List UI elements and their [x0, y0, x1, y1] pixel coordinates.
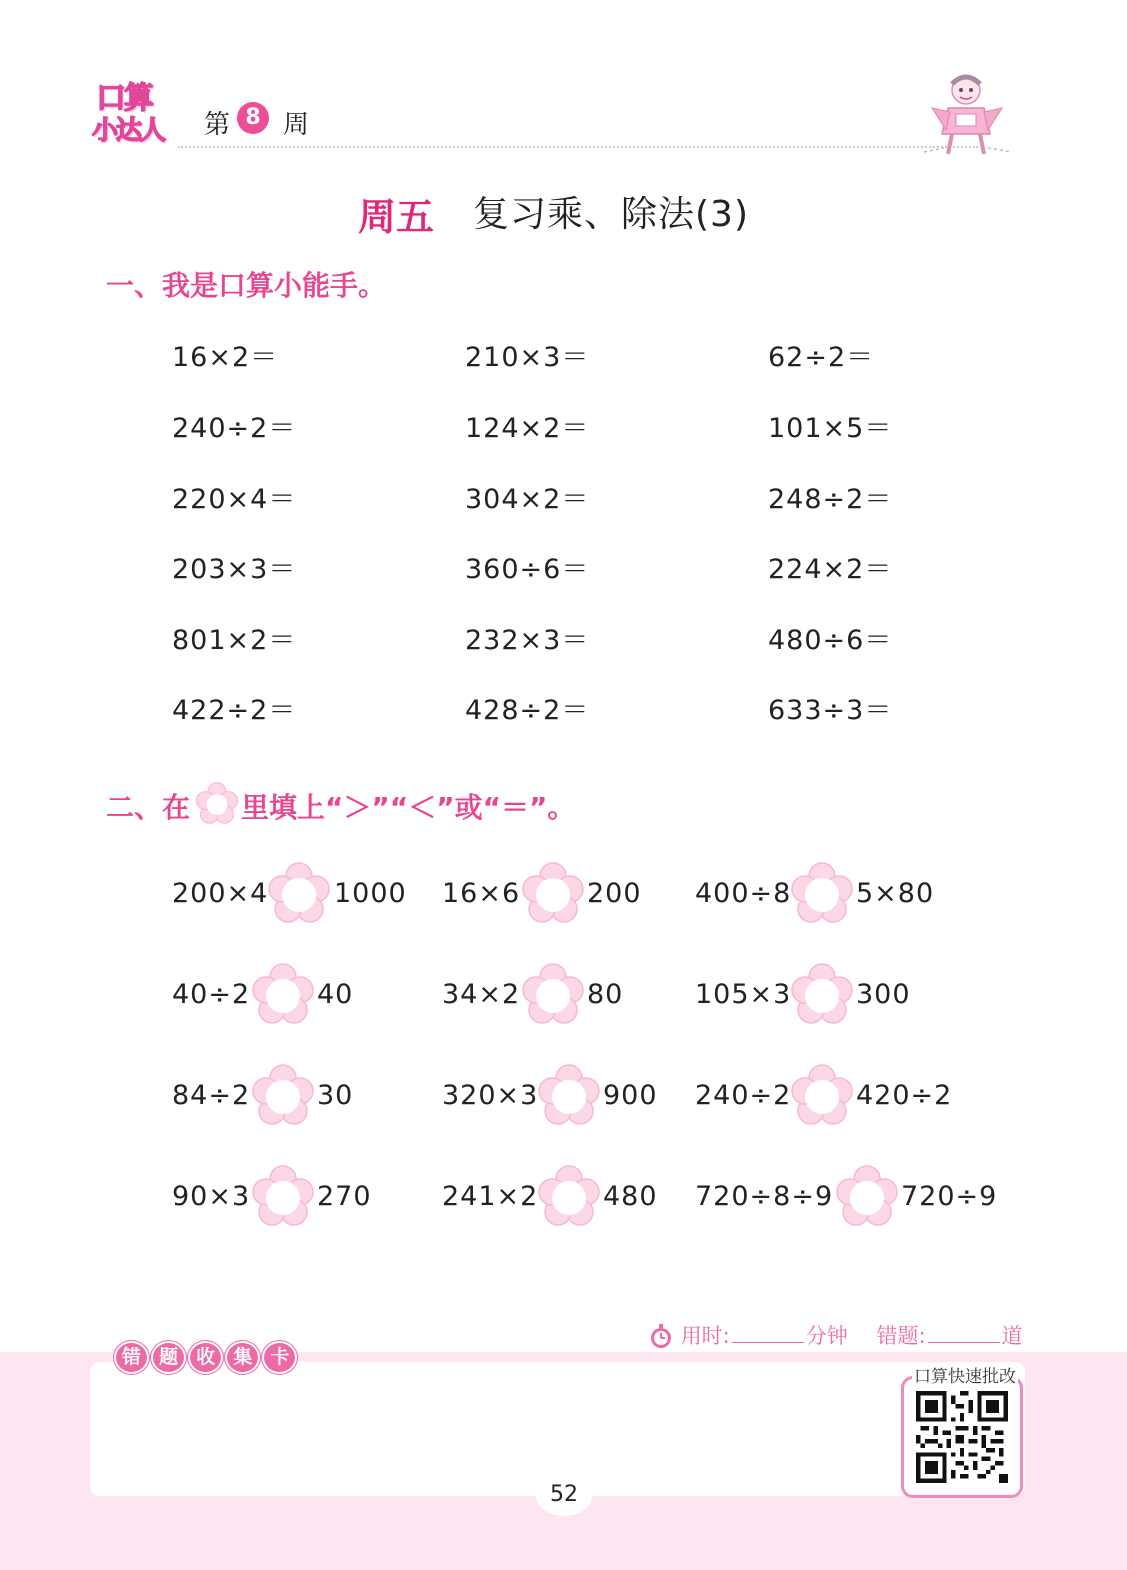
tag-char: 卡 [262, 1341, 297, 1374]
stopwatch-icon [648, 1323, 674, 1349]
qr-code-frame[interactable] [901, 1376, 1023, 1498]
logo-line1: 口算 [96, 81, 152, 116]
mascot-illustration [918, 68, 1018, 162]
week-prefix: 第 [204, 110, 231, 140]
flower-answer-slot[interactable] [790, 862, 854, 926]
flower-answer-slot[interactable] [537, 1165, 601, 1229]
error-card-tag [114, 1341, 294, 1371]
compare-right: 1000 [334, 878, 407, 909]
time-unit: 分钟 [805, 1324, 848, 1348]
flower-answer-slot[interactable] [790, 963, 854, 1027]
compare-right: 30 [317, 1080, 354, 1111]
tag-char: 题 [151, 1341, 186, 1374]
compare-right: 720÷9 [901, 1181, 998, 1212]
title-topic: 复习乘、除法(3) [473, 194, 749, 235]
compare-right: 40 [317, 979, 354, 1010]
page-number: 52 [550, 1482, 578, 1507]
compare-left: 16×6 [442, 878, 521, 909]
compare-left: 90×3 [172, 1181, 251, 1212]
flower-answer-slot[interactable] [537, 1064, 601, 1128]
flower-answer-slot[interactable] [521, 963, 585, 1027]
flower-answer-slot[interactable] [267, 862, 331, 926]
calc-problem: 801×2＝ [172, 625, 297, 656]
flower-answer-slot[interactable] [521, 862, 585, 926]
calc-problem: 62÷2＝ [768, 342, 875, 373]
calc-problem: 224×2＝ [768, 554, 893, 585]
time-blank[interactable] [732, 1324, 804, 1343]
compare-left: 40÷2 [172, 979, 251, 1010]
flower-icon [195, 782, 239, 826]
flower-answer-slot[interactable] [251, 963, 315, 1027]
qr-code-icon [916, 1391, 1008, 1483]
compare-right: 5×80 [856, 878, 935, 909]
calc-problem: 240÷2＝ [172, 413, 297, 444]
errors-label: 错题: [876, 1324, 926, 1348]
calc-problem: 304×2＝ [465, 484, 590, 515]
compare-left: 320×3 [442, 1080, 539, 1111]
header-divider [178, 146, 978, 148]
calc-problem: 360÷6＝ [465, 554, 590, 585]
calc-problem: 232×3＝ [465, 625, 590, 656]
compare-right: 300 [856, 979, 911, 1010]
flower-answer-slot[interactable] [251, 1165, 315, 1229]
errors-unit: 道 [1001, 1324, 1023, 1348]
compare-left: 84÷2 [172, 1080, 251, 1111]
compare-right: 420÷2 [856, 1080, 953, 1111]
calc-problem: 633÷3＝ [768, 695, 893, 726]
flower-answer-slot[interactable] [790, 1064, 854, 1128]
calc-problem: 16×2＝ [172, 342, 279, 373]
compare-left: 241×2 [442, 1181, 539, 1212]
footer-stats [648, 1320, 1023, 1350]
compare-left: 400÷8 [695, 878, 792, 909]
section2-heading-after: 里填上“＞”“＜”或“＝”。 [241, 791, 576, 824]
qr-label: 口算快速批改 [912, 1362, 1018, 1387]
calc-problem: 101×5＝ [768, 413, 893, 444]
tag-char: 集 [225, 1341, 260, 1374]
calc-problem: 220×4＝ [172, 484, 297, 515]
time-label: 用时: [680, 1324, 730, 1348]
section1-heading: 一、我是口算小能手。 [106, 269, 387, 302]
tag-char: 收 [188, 1341, 223, 1374]
compare-left: 240÷2 [695, 1080, 792, 1111]
compare-left: 720÷8÷9 [695, 1181, 834, 1212]
calc-problem: 428÷2＝ [465, 695, 590, 726]
calc-problem: 422÷2＝ [172, 695, 297, 726]
flower-answer-slot[interactable] [835, 1165, 899, 1229]
errors-blank[interactable] [928, 1324, 1000, 1343]
calc-problem: 480÷6＝ [768, 625, 893, 656]
calc-problem: 248÷2＝ [768, 484, 893, 515]
compare-left: 200×4 [172, 878, 269, 909]
compare-left: 34×2 [442, 979, 521, 1010]
tag-char: 错 [114, 1341, 149, 1374]
compare-right: 80 [587, 979, 624, 1010]
compare-right: 200 [587, 878, 642, 909]
flower-answer-slot[interactable] [251, 1064, 315, 1128]
section2-heading-before: 二、在 [106, 791, 191, 824]
compare-left: 105×3 [695, 979, 792, 1010]
compare-right: 480 [603, 1181, 658, 1212]
calc-problem: 124×2＝ [465, 413, 590, 444]
calc-problem: 203×3＝ [172, 554, 297, 585]
logo [92, 81, 182, 154]
logo-line2: 小达人 [92, 116, 165, 146]
week-number-badge: 8 [237, 102, 269, 134]
calc-problem: 210×3＝ [465, 342, 590, 373]
title-day: 周五 [358, 195, 435, 239]
compare-right: 900 [603, 1080, 658, 1111]
week-suffix: 周 [283, 110, 310, 140]
compare-right: 270 [317, 1181, 372, 1212]
